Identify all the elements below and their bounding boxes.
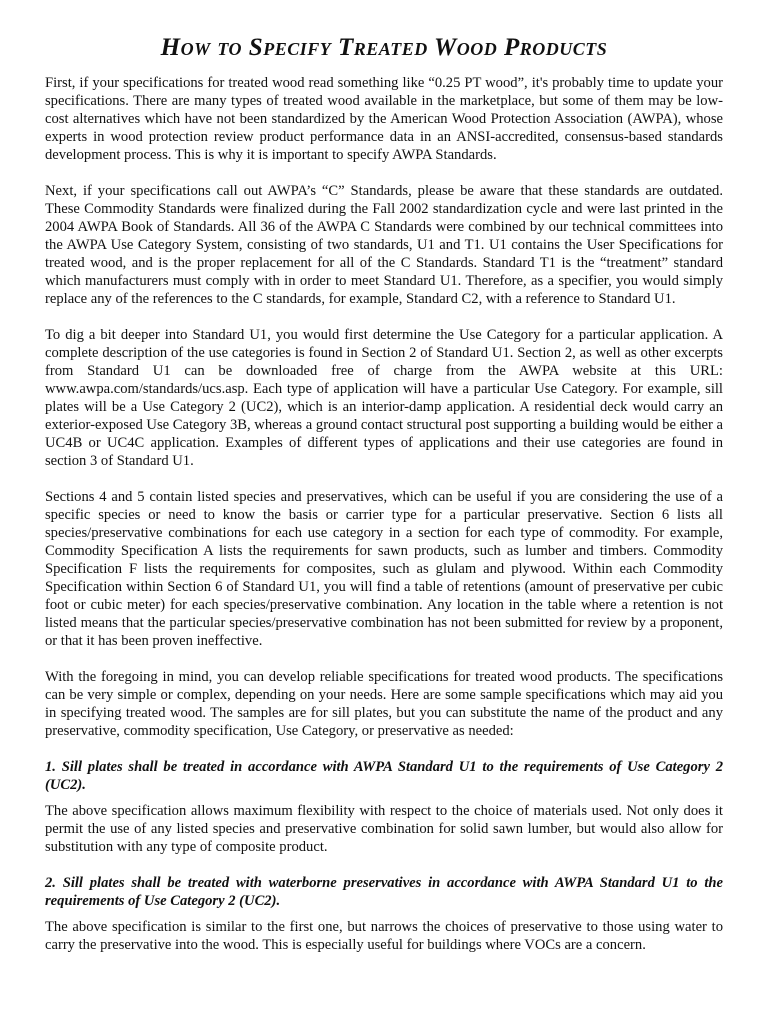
sample-spec-1: 1. Sill plates shall be treated in accordance with AWPA Standard U1 to the requirements of Use Category 2 (UC2). [45, 759, 723, 793]
paragraph-standard-u1: To dig a bit deeper into Standard U1, you would first determine the Use Category for a particular application. A complete description of the use categories is found in Section 2 of Standard U1. Section 2, as well as other excerpts from Standard U1 can be downloaded free of charge from the AWPA website at this URL: www.awpa.com/standards/ucs.asp. Each type of application will have a particular Use Category. For example, sill plates will be a Use Category 2 (UC2), which is an interior-damp application. A residential deck would carry an exterior-exposed Use Category 3B, whereas a ground contact structural post supporting a building would be either a UC4B or UC4C application. Examples of different types of applications and their use categories are found in section 3 of Standard U1. [45, 327, 723, 469]
paragraph-sections: Sections 4 and 5 contain listed species and preservatives, which can be useful if you are considering the use of a specific species or need to know the basis or carrier type for a particular preservative. Section 6 lists all species/preservative combinations for each use category in a section for each type of commodity. For example, Commodity Specification A lists the requirements for sawn products, such as lumber and timbers. Commodity Specification F lists the requirements for composites, such as glulam and plywood. Within each Commodity Specification within Section 6 of Standard U1, you will find a table of retentions (amount of preservative per cubic foot or cubic meter) for each species/preservative combination. Any location in the table where a retention is not listed means that the particular species/preservative combination has not been submitted for review by a proponent, or that it has been proven ineffective. [45, 489, 723, 649]
sample-spec-2: 2. Sill plates shall be treated with waterborne preservatives in accordance with AWPA Standard U1 to the requirements of Use Category 2 (UC2). [45, 875, 723, 909]
sample-spec-2-note: The above specification is similar to the first one, but narrows the choices of preservative to those using water to carry the preservative into the wood. This is especially useful for buildings where VOCs are a concern. [45, 919, 723, 953]
paragraph-c-standards: Next, if your specifications call out AWPA’s “C” Standards, please be aware that these standards are outdated. These Commodity Standards were finalized during the Fall 2002 standardization cycle and were last printed in the 2004 AWPA Book of Standards. All 36 of the AWPA C Standards were combined by our technical committees into the AWPA Use Category System, consisting of two standards, U1 and T1. U1 contains the User Specifications for treated wood, and is the proper replacement for all of the C Standards. Standard T1 is the “treatment” standard which manufacturers must comply with in order to meet Standard U1. Therefore, as a specifier, you would simply replace any of the references to the C standards, for example, Standard C2, with a reference to Standard U1. [45, 183, 723, 307]
paragraph-foregoing: With the foregoing in mind, you can develop reliable specifications for treated wood products. The specifications can be very simple or complex, depending on your needs. Here are some sample specifications which may aid you in specifying treated wood. The samples are for sill plates, but you can substitute the name of the product and any preservative, commodity specification, Use Category, or preservative as needed: [45, 669, 723, 739]
paragraph-intro: First, if your specifications for treated wood read something like “0.25 PT wood”, it's probably time to update your specifications. There are many types of treated wood available in the marketplace, but some of them may be low-cost alternatives which have not been standardized by the American Wood Protection Association (AWPA), whose experts in wood protection review product performance data in an ANSI-accredited, consensus-based standards development process. This is why it is important to specify AWPA Standards. [45, 75, 723, 163]
sample-spec-1-note: The above specification allows maximum flexibility with respect to the choice of materials used. Not only does it permit the use of any listed species and preservative combination for solid sawn lumber, but would also allow for substitution with any type of composite product. [45, 803, 723, 855]
page-title: How to Specify Treated Wood Products [160, 34, 608, 61]
